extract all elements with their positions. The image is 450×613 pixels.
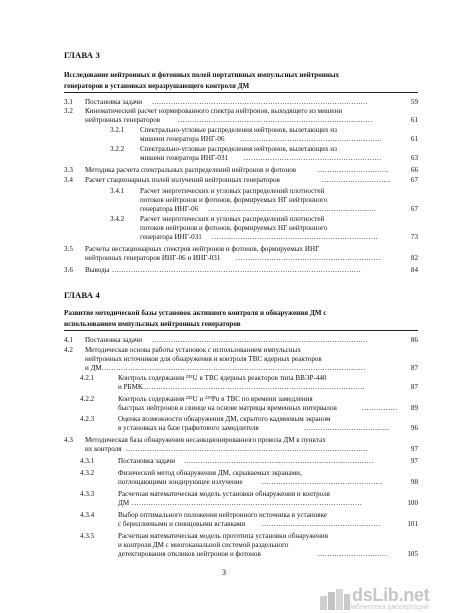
toc-entry-text: Спектрально-угловые распределения нейтронов, вылетающих из xyxy=(140,145,337,153)
toc-entry-text: генератора ИНГ-031 xyxy=(140,233,202,241)
toc-entry-text: быстрых нейтронов в свинце на основе матрицы временных интервалов xyxy=(118,404,337,412)
toc-page-number: 61 xyxy=(410,116,418,124)
toc-entry-text: и РБМК xyxy=(118,383,143,391)
toc-entry-number: 3.1 xyxy=(64,98,73,106)
toc-entry-text: ДМ xyxy=(118,499,130,507)
toc-entry-number: 3.2.1 xyxy=(110,126,125,134)
toc-entry-text: и контроля ДМ с многоканальной системой раздельного xyxy=(118,541,289,549)
toc-entry-number: 3.4 xyxy=(64,176,73,184)
toc-leader: .................................................................................. xyxy=(178,116,373,124)
toc-leader: ............................. xyxy=(318,550,387,558)
toc-entry-text: и ДМ xyxy=(85,364,102,372)
toc-entry-number: 4.3.4 xyxy=(80,511,95,519)
toc-leader: ................................................................................ xyxy=(184,457,374,465)
toc-entry-text: Физический метод обнаружения ДМ, скрываемых экранами, xyxy=(118,469,302,477)
toc-entry-number: 4.3.3 xyxy=(80,490,95,498)
toc-page-number: 87 xyxy=(410,383,418,391)
toc-entry-number: 4.3.1 xyxy=(80,457,95,465)
toc-page-number: 86 xyxy=(410,336,418,344)
toc-leader: ............................................................. xyxy=(236,254,381,262)
toc-leader: ................................................................................................. xyxy=(132,499,363,507)
toc-entry-text: мишени генератора ИНГ-031 xyxy=(140,154,229,162)
toc-entry-text: нейтронных генераторов xyxy=(85,116,161,124)
chapter3-divider xyxy=(64,92,418,93)
toc-page-number: 66 xyxy=(410,166,418,174)
toc-entry-text: мишени генератора ИНГ-06 xyxy=(140,135,225,143)
toc-leader: ............................................................ xyxy=(240,135,383,143)
toc-leader: ...................................................................................................... xyxy=(126,445,369,453)
toc-entry-number: 3.3 xyxy=(64,166,73,174)
toc-entry-text: Контроль содержания ²³⁵U и ²³⁹Pu в ТВС по времени замедления xyxy=(118,395,313,403)
toc-leader: ............... xyxy=(362,404,398,412)
toc-page-number: 96 xyxy=(410,424,418,432)
page-number: 3 xyxy=(222,568,226,577)
toc-entry-text: Методическая основа работы установок с использованием импульсных xyxy=(85,346,301,354)
chapter4-title-line: Развитие методической базы установок активного контроля и обнаружения ДМ с xyxy=(64,309,327,317)
toc-leader: .................................... xyxy=(304,424,390,432)
toc-entry-text: Кинематический расчет нормированного спектра нейтронов, выходящего из мишени xyxy=(85,107,343,115)
toc-entry-text: Оценка возможности обнаружения ДМ, скрытого кадмиевым экраном xyxy=(118,415,331,423)
toc-leader: ............................................................................................................... xyxy=(102,364,366,372)
toc-page-number: 97 xyxy=(410,457,418,465)
toc-entry-number: 4.3.2 xyxy=(80,469,95,477)
chapter4-heading: ГЛАВА 4 xyxy=(64,290,101,300)
toc-entry-number: 4.3.5 xyxy=(80,532,95,540)
toc-entry-text: потоков нейтронов и фотонов, формируемых НГ нейтронного xyxy=(140,196,328,204)
toc-entry-number: 4.2.3 xyxy=(80,415,95,423)
toc-page-number: 67 xyxy=(410,205,418,213)
toc-entry-number: 3.6 xyxy=(64,266,73,274)
toc-page-number: 100 xyxy=(407,499,418,507)
chapter4-divider xyxy=(64,330,418,331)
toc-entry-number: 3.4.1 xyxy=(110,187,125,195)
toc-page-number: 98 xyxy=(410,478,418,486)
toc-entry-text: Выбор оптимального положения нейтронного источника в установке xyxy=(118,511,327,519)
toc-leader: ........................................................................................... xyxy=(152,336,368,344)
toc-entry-text: Расчет энергетических и угловых распределений плотностей xyxy=(140,187,325,195)
chapter3-title xyxy=(64,70,418,91)
toc-entry-text: детектирования откликов нейтронов и фотонов xyxy=(118,550,261,558)
toc-entry-text: Постановка задачи xyxy=(118,457,176,465)
toc-entry-text: Спектрально-угловые распределения нейтронов, вылетающих из xyxy=(140,126,337,134)
toc-entry-text: Выводы xyxy=(85,266,110,274)
toc-entry-text: Расчетная математическая модель установки обнаружения и контроля xyxy=(118,490,330,498)
toc-entry-number: 3.2 xyxy=(64,107,73,115)
chapter4-title xyxy=(64,308,418,329)
toc-entry-text: Методика расчета спектральных распределений нейтронов и фотонов xyxy=(85,166,297,174)
toc-entry-text: нейтронных источников для обнаружения и контроля ТВС ядерных реакторов xyxy=(85,355,322,363)
toc-page-number: 73 xyxy=(410,233,418,241)
toc-entry-number: 4.1 xyxy=(64,336,73,344)
toc-page-number: 67 xyxy=(410,176,418,184)
toc-entry-text: Расчетная математическая модель прототипа установки обнаружения xyxy=(118,532,328,540)
toc-leader: ................................................... xyxy=(262,478,384,486)
watermark-subtitle: библиотека диссертаций xyxy=(348,604,429,611)
books-logo-icon xyxy=(318,586,352,612)
toc-page-number: 63 xyxy=(410,154,418,162)
chapter4-title-line: использованием импульсных нейтронных генераторов xyxy=(64,319,241,328)
watermark xyxy=(300,585,450,613)
toc-entry-text: Расчет энергетических и угловых распределений плотностей xyxy=(140,215,325,223)
toc-entry-text: генератора ИНГ-06 xyxy=(140,205,199,213)
toc-entry-text: Постановка задачи xyxy=(85,336,143,344)
toc-leader: ...................................................................... xyxy=(212,233,379,241)
toc-leader: .............................................................................................. xyxy=(142,383,366,391)
toc-leader: ....................................................................... xyxy=(208,205,377,213)
toc-entry-number: 3.5 xyxy=(64,245,73,253)
toc-entry-text: Расчет стационарных полей излучений нейтронных генераторов xyxy=(85,176,280,184)
chapter3-title-line: Исследование нейтронных и фотонных полей портативных импульсных нейтронных xyxy=(64,71,340,79)
chapter3-title-line: генераторов в установках неразрушающего контроля ДМ xyxy=(64,81,250,90)
toc-entry-text: в установках на базе графитового замедлителя xyxy=(118,424,259,432)
toc-page-number: 84 xyxy=(410,266,418,274)
toc-entry-number: 4.2.2 xyxy=(80,395,95,403)
toc-entry-number: 3.4.2 xyxy=(110,215,125,223)
toc-page-number: 87 xyxy=(410,364,418,372)
toc-leader: ........................................................................................... xyxy=(152,98,368,106)
toc-entry-number: 4.2.1 xyxy=(80,374,95,382)
toc-page-number: 89 xyxy=(410,404,418,412)
toc-page-number: 61 xyxy=(410,135,418,143)
toc-page-number: 101 xyxy=(407,520,418,528)
toc-entry-text: их контроля xyxy=(85,445,122,453)
chapter3-heading: ГЛАВА 3 xyxy=(64,50,101,60)
toc-entry-text: потоков нейтронов и фотонов, формируемых НГ нейтронного xyxy=(140,224,328,232)
toc-entry-number: 4.2 xyxy=(64,346,73,354)
toc-entry-text: Расчеты нестационарных спектров нейтронов и фотонов, формируемых ИНГ xyxy=(85,245,320,253)
toc-page-number: 97 xyxy=(410,445,418,453)
toc-entry-text: с бериллиевыми и свинцовыми вставками xyxy=(118,520,246,528)
toc-entry-number: 4.3 xyxy=(64,436,73,444)
toc-leader: .............................. xyxy=(318,166,390,174)
watermark-logo: dsLib.net xyxy=(352,585,430,605)
toc-entry-text: Методическая база обнаружения несанкционированного провоза ДМ в пунктах xyxy=(85,436,326,444)
toc-leader: ......................................................................................................... xyxy=(112,266,362,274)
toc-entry-number: 3.2.2 xyxy=(110,145,125,153)
toc-leader: .................................................. xyxy=(262,520,381,528)
toc-leader: .......................................................... xyxy=(244,154,382,162)
toc-entry-text: поглощающими зондирующее излучение xyxy=(118,478,243,486)
toc-leader: ............................. xyxy=(322,176,391,184)
toc-entry-text: нейтронных генераторов ИНГ-06 и ИНГ-031 xyxy=(85,254,221,262)
toc-entry-text: Контроль содержания ²³⁵U в ТВС ядерных реакторов типа ВВЭР-440 xyxy=(118,374,327,382)
toc-page-number: 105 xyxy=(407,550,418,558)
toc-page-number: 59 xyxy=(410,98,418,106)
toc-page-number: 82 xyxy=(410,254,418,262)
toc-entry-text: Постановка задачи xyxy=(85,98,143,106)
